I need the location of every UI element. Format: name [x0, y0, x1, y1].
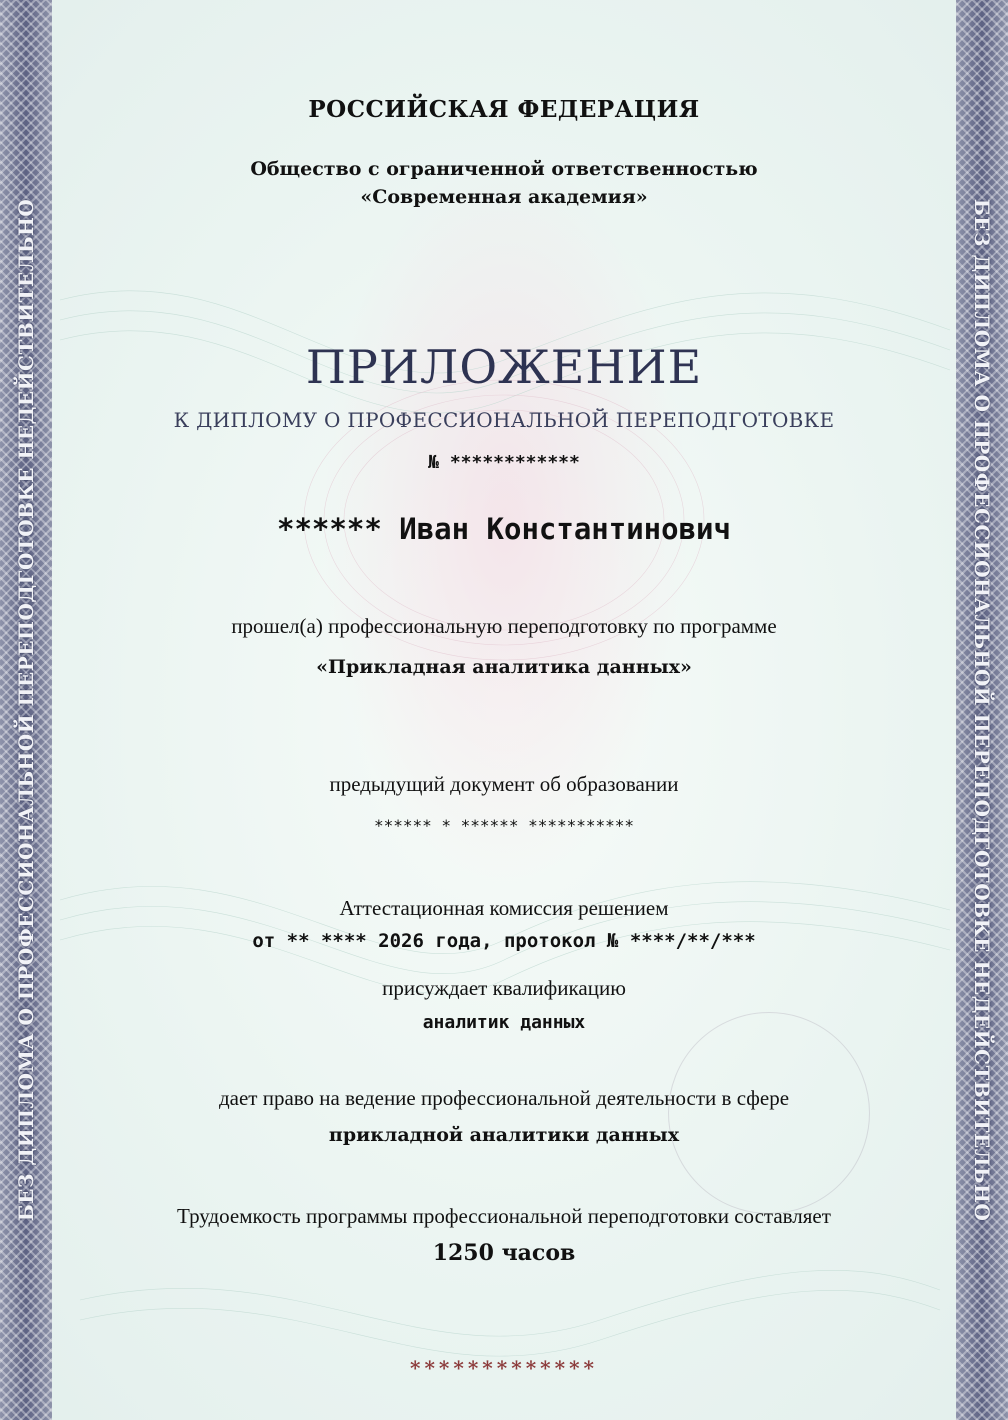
holder-name: ****** Иван Константинович — [277, 512, 731, 546]
program-name: «Прикладная аналитика данных» — [316, 656, 692, 678]
protocol-line: от ** **** 2026 года, протокол № ****/**/*** — [252, 930, 756, 952]
program-intro: прошел(а) профессиональную переподготовку по программе — [231, 614, 777, 638]
right-security-strip — [956, 0, 1008, 1420]
rights-intro: дает право на ведение профессиональной деятельности в сфере — [218, 1086, 790, 1110]
left-security-strip — [0, 0, 52, 1420]
qualification-intro: присуждает квалификацию — [382, 976, 626, 1000]
document-subtitle: К ДИПЛОМУ О ПРОФЕССИОНАЛЬНОЙ ПЕРЕПОДГОТОВКЕ — [173, 408, 835, 432]
qualification-value: аналитик данных — [422, 1012, 586, 1033]
document-number: № ************ — [428, 452, 580, 473]
organization-name: «Современная академия» — [360, 186, 648, 208]
previous-doc-value: ****** * ****** *********** — [373, 816, 635, 835]
serial-number: ************* — [410, 1356, 598, 1380]
commission-line: Аттестационная комиссия решением — [339, 896, 669, 920]
faint-seal-imprint — [668, 1012, 870, 1214]
rights-field: прикладной аналитики данных — [328, 1124, 680, 1146]
previous-doc-label: предыдущий документ об образовании — [329, 772, 679, 796]
country-heading: РОССИЙСКАЯ ФЕДЕРАЦИЯ — [308, 96, 700, 123]
hours-value: 1250 часов — [432, 1240, 576, 1266]
document-title: ПРИЛОЖЕНИЕ — [305, 340, 703, 394]
organization-type: Общество с ограниченной ответственностью — [250, 158, 758, 180]
hours-intro: Трудоемкость программы профессиональной переподготовки составляет — [177, 1204, 831, 1228]
right-strip-text: БЕЗ ДИПЛОМА О ПРОФЕССИОНАЛЬНОЙ ПЕРЕПОДГОТОВКЕ НЕДЕЙСТВИТЕЛЬНО — [970, 198, 994, 1222]
left-strip-text: БЕЗ ДИПЛОМА О ПРОФЕССИОНАЛЬНОЙ ПЕРЕПОДГОТОВКЕ НЕДЕЙСТВИТЕЛЬНО — [14, 198, 38, 1222]
